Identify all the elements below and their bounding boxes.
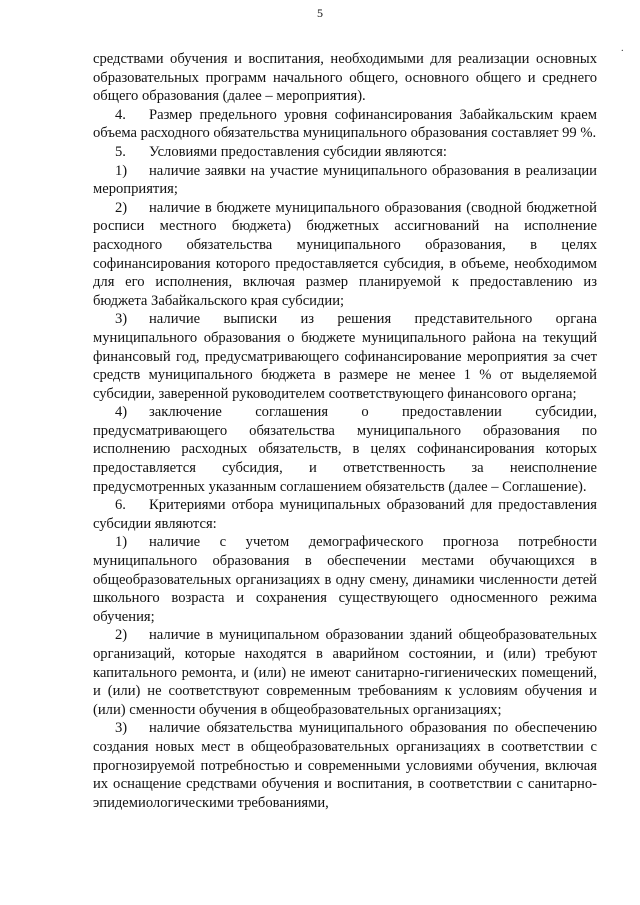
paragraph-text: Критериями отбора муниципальных образований для предоставления субсидии являются:	[93, 497, 597, 532]
paragraph-clause-5	[93, 143, 597, 162]
paragraph-text: наличие выписки из решения представительного органа муниципального образования о бюджете муниципального района на текущий финансовый год, предусматривающего софинансирование мероприятия за счет средств муниципального бюджета в размере не менее 1 % от выделяемой субсидии, заверенной руководителем соответствующего финансового органа;	[93, 311, 597, 402]
item-number: 2)	[115, 627, 128, 644]
paragraph-text: средствами обучения и воспитания, необходимыми для реализации основных образовательных программ начального общего, основного общего и среднего общего образования (далее – мероприятия).	[93, 51, 597, 105]
page-number: 5	[317, 6, 323, 20]
clause-number: 5.	[115, 143, 126, 160]
paragraph-text: наличие в муниципальном образовании зданий общеобразовательных организаций, которые находятся в аварийном состоянии, и (или) требуют капитального ремонта, и (или) не имеют санитарно-гигиенических помещений, и (или) не соответствуют современным требованиям к условиям обучения и (или) сменности обучения в общеобразовательных организациях;	[93, 627, 597, 718]
paragraph-text: наличие с учетом демографического прогноза потребности муниципального образования в обеспечении местами обучающихся в общеобразовательных организациях в одну смену, динамики численности детей школьного возраста и сохранения существующего односменного режима обучения;	[93, 534, 597, 625]
item-number: 1)	[115, 162, 128, 179]
paragraph-item-5-1	[93, 162, 597, 199]
paragraph-text: заключение соглашения о предоставлении субсидии, предусматривающего обязательства муниципального образования по исполнению расходных обязательств, в целях софинансирования которых предоставляется субсидия, и ответственность за неисполнение предусмотренных указанным соглашением обязательств (далее – Соглашение).	[93, 404, 597, 495]
paragraph-text: Условиями предоставления субсидии являются:	[149, 143, 447, 160]
paragraph-item-6-3	[93, 719, 597, 812]
margin-mark: ·	[620, 46, 624, 57]
paragraph-text: наличие заявки на участие муниципального образования в реализации мероприятия;	[93, 162, 597, 198]
document-body	[93, 50, 597, 812]
item-number: 1)	[115, 534, 128, 551]
paragraph-item-5-2	[93, 199, 597, 311]
clause-number: 6.	[115, 497, 126, 514]
paragraph-clause-6	[93, 496, 597, 533]
item-number: 4)	[115, 404, 128, 421]
paragraph-item-5-3	[93, 310, 597, 403]
paragraph-clause-4	[93, 106, 597, 143]
paragraph-item-6-1	[93, 533, 597, 626]
paragraph-text: наличие обязательства муниципального образования по обеспечению создания новых мест в общеобразовательных организациях в соответствии с прогнозируемой потребностью и современными условиями обучения, включая их оснащение средствами обучения и воспитания, в соответствии с санитарно-эпидемиологическими требованиями,	[93, 720, 597, 811]
paragraph-text: наличие в бюджете муниципального образования (сводной бюджетной росписи местного бюджета) бюджетных ассигнований на исполнение расходного обязательства муниципального образования, в целях софинансирования которого предоставляется субсидия, в объеме, необходимом для его исполнения, включая размер планируемой к предоставлению из бюджета Забайкальского края субсидии;	[93, 199, 597, 309]
paragraph-item-5-4	[93, 403, 597, 496]
paragraph-item-6-2	[93, 626, 597, 719]
paragraph-continuation	[93, 50, 597, 106]
item-number: 2)	[115, 199, 128, 216]
item-number: 3)	[115, 720, 128, 737]
clause-number: 4.	[115, 106, 126, 123]
paragraph-text: Размер предельного уровня софинансирования Забайкальским краем объема расходного обязательства муниципального образования составляет 99 %.	[93, 106, 597, 142]
item-number: 3)	[115, 311, 128, 328]
